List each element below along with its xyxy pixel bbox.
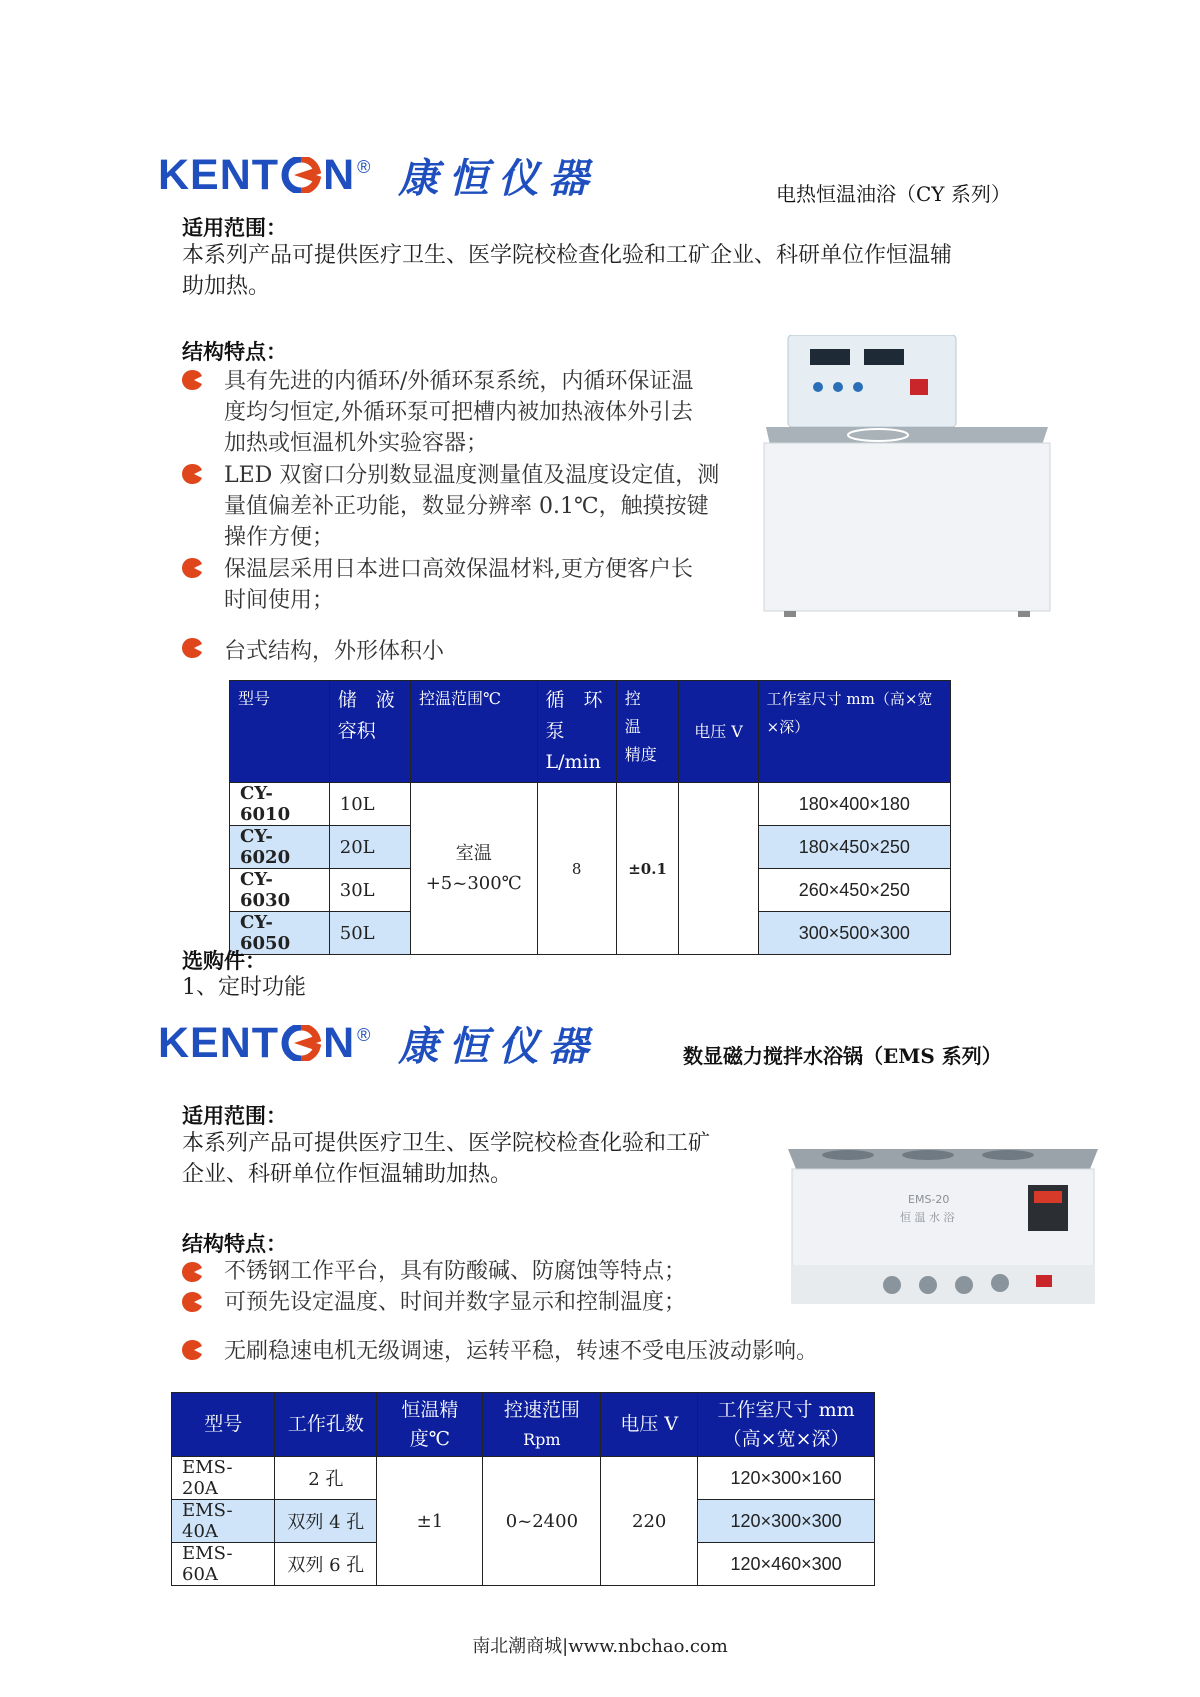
table-row xyxy=(172,1457,875,1500)
feature-1-line-2: 度均匀恒定,外循环泵可把槽内被加热液体外引去 xyxy=(224,400,693,425)
features-heading-1: 结构特点： xyxy=(182,339,287,364)
brand-logo-en-left: KENT xyxy=(158,1018,280,1067)
cell-speed-merged: 0~2400 xyxy=(483,1457,601,1586)
cell-volume: 20L xyxy=(329,826,410,869)
cell-holes: 2 孔 xyxy=(275,1457,377,1500)
scope-heading-2: 适用范围： xyxy=(182,1103,287,1128)
th-voltage: 电压 V xyxy=(679,681,758,783)
product-image-oil-bath xyxy=(760,335,1054,620)
brand-logo-reg: ® xyxy=(357,1024,371,1045)
cell-size: 180×400×180 xyxy=(758,783,950,826)
cell-model: CY-6020 xyxy=(230,826,330,869)
brand-logo-o-icon xyxy=(279,1025,323,1061)
cell-volume: 50L xyxy=(329,912,410,955)
brand-logo-cn: 康恒仪器 xyxy=(398,1022,599,1070)
cell-size: 300×500×300 xyxy=(758,912,950,955)
feature-ems-3: 无刷稳速电机无级调速，运转平稳，转速不受电压波动影响。 xyxy=(224,1339,819,1364)
brand-logo-en-right: N xyxy=(323,1018,356,1067)
th-voltage: 电压 V xyxy=(601,1393,698,1457)
feature-ems-1: 不锈钢工作平台，具有防酸碱、防腐蚀等特点； xyxy=(224,1259,687,1284)
cell-volume: 10L xyxy=(329,783,410,826)
feature-2-line-3: 操作方便； xyxy=(224,525,335,550)
th-size: 工作室尺寸 mm（高×宽 ×深） xyxy=(758,681,950,783)
scope-text-2b: 企业、科研单位作恒温辅助加热。 xyxy=(182,1162,513,1187)
bullet-icon xyxy=(180,1260,204,1284)
cell-model: EMS-60A xyxy=(172,1543,275,1586)
cell-size: 120×300×300 xyxy=(698,1500,875,1543)
cell-size: 260×450×250 xyxy=(758,869,950,912)
cell-holes: 双列 6 孔 xyxy=(275,1543,377,1586)
bullet-icon xyxy=(180,556,204,580)
th-range: 控温范围℃ xyxy=(411,681,538,783)
features-heading-2: 结构特点： xyxy=(182,1231,287,1256)
th-model: 型号 xyxy=(172,1393,275,1457)
cell-model: EMS-20A xyxy=(172,1457,275,1500)
cell-voltage-merged: 220 xyxy=(601,1457,698,1586)
brand-logo xyxy=(158,1018,598,1068)
table-row xyxy=(230,783,951,826)
series-title-cy: 电热恒温油浴（CY 系列） xyxy=(776,182,1011,206)
feature-2-line-2: 量值偏差补正功能，数显分辨率 0.1℃，触摸按键 xyxy=(224,494,709,519)
bullet-icon xyxy=(180,368,204,392)
product-label-2: 恒 温 水 浴 xyxy=(900,1211,955,1224)
product-image-water-bath xyxy=(778,1125,1108,1310)
bullet-icon xyxy=(180,1290,204,1314)
th-volume: 储 液 容积 xyxy=(329,681,410,783)
th-pump: 循 环 泵 L/min xyxy=(537,681,616,783)
brand-logo-reg: ® xyxy=(357,156,371,177)
feature-1-line-1: 具有先进的内循环/外循环泵系统，内循环保证温 xyxy=(224,369,694,394)
product-label-1: EMS-20 xyxy=(908,1193,950,1206)
options-item: 1、定时功能 xyxy=(182,975,306,1000)
cell-range-merged: 室温 +5~300℃ xyxy=(411,783,538,955)
cell-accuracy-merged: ±1 xyxy=(377,1457,483,1586)
feature-3-line-1: 保温层采用日本进口高效保温材料,更方便客户长 xyxy=(224,557,693,582)
cell-size: 120×300×160 xyxy=(698,1457,875,1500)
cell-size: 180×450×250 xyxy=(758,826,950,869)
cell-size: 120×460×300 xyxy=(698,1543,875,1586)
bullet-icon xyxy=(180,462,204,486)
spec-table-ems xyxy=(171,1392,875,1586)
feature-2-line-1: LED 双窗口分别数显温度测量值及温度设定值，测 xyxy=(224,463,720,488)
th-model: 型号 xyxy=(230,681,330,783)
cell-accuracy-merged: ±0.1 xyxy=(616,783,679,955)
feature-ems-2: 可预先设定温度、时间并数字显示和控制温度； xyxy=(224,1290,687,1315)
options-heading: 选购件： xyxy=(182,948,266,973)
cell-voltage-merged xyxy=(679,783,758,955)
footer-text: 南北潮商城|www.nbchao.com xyxy=(472,1636,728,1657)
feature-3-line-2: 时间使用； xyxy=(224,588,335,613)
scope-text-2a: 本系列产品可提供医疗卫生、医学院校检查化验和工矿 xyxy=(182,1131,711,1156)
scope-heading-1: 适用范围： xyxy=(182,215,287,240)
cell-volume: 30L xyxy=(329,869,410,912)
brand-logo xyxy=(158,150,598,200)
th-holes: 工作孔数 xyxy=(275,1393,377,1457)
bullet-icon xyxy=(180,636,204,660)
cell-model: CY-6010 xyxy=(230,783,330,826)
th-speed: 控速范围 Rpm xyxy=(483,1393,601,1457)
brand-logo-en-left: KENT xyxy=(158,150,280,199)
series-title-ems: 数显磁力搅拌水浴锅（EMS 系列） xyxy=(683,1044,1002,1068)
th-size: 工作室尺寸 mm （高×宽×深） xyxy=(698,1393,875,1457)
th-accuracy: 恒温精 度℃ xyxy=(377,1393,483,1457)
scope-text-1a: 本系列产品可提供医疗卫生、医学院校检查化验和工矿企业、科研单位作恒温辅 xyxy=(182,243,953,268)
bullet-icon xyxy=(180,1338,204,1362)
cell-model: EMS-40A xyxy=(172,1500,275,1543)
cell-model: CY-6050 xyxy=(230,912,330,955)
brand-logo-en-right: N xyxy=(323,150,356,199)
brand-logo-o-icon xyxy=(279,157,323,193)
brand-logo-cn: 康恒仪器 xyxy=(398,154,599,202)
feature-1-line-3: 加热或恒温机外实验容器； xyxy=(224,431,489,456)
cell-holes: 双列 4 孔 xyxy=(275,1500,377,1543)
th-accuracy: 控 温 精度 xyxy=(616,681,679,783)
feature-4-line-1: 台式结构，外形体积小 xyxy=(224,639,445,664)
spec-table-cy xyxy=(229,680,951,955)
cell-pump-merged: 8 xyxy=(537,783,616,955)
cell-model: CY-6030 xyxy=(230,869,330,912)
scope-text-1b: 助加热。 xyxy=(182,274,271,299)
